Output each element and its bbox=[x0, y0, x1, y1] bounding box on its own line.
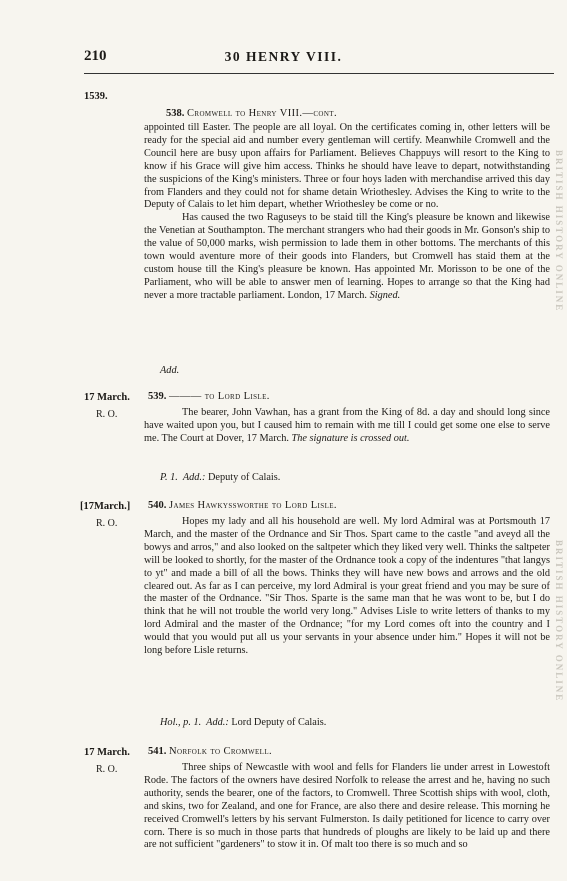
entry-538-signed: Signed. bbox=[369, 289, 401, 301]
entry-538-add: Add. bbox=[160, 365, 180, 376]
watermark-bottom: BRITISH HISTORY ONLINE bbox=[554, 540, 564, 703]
entry-538-para1: appointed till Easter. The people are all loyal. On the certificates coming in, other letters will be ready for the special aid and number every gentleman will certify. Meanwhile Cromwell and the Council here are busy upon affairs for Parliament. Believes Chappuys will resort to the King to know if his Grace will give him access. Thinks he should have leave to depart, notwithstanding the suspicions of the King's ministers. Three or four hoys laden with merchandise arrived this day from Flanders and they could not for shame detain Wriothesley. Advises the King to write to the Deputy of Calais to let him depart, whether Wriothesley be come or no. bbox=[144, 122, 550, 211]
entry-539-pages: P. 1. bbox=[160, 472, 178, 483]
entry-541-number: 541. bbox=[148, 746, 167, 757]
page-header bbox=[0, 48, 567, 68]
entry-538-number: 538. bbox=[166, 108, 185, 119]
entry-538-body bbox=[144, 122, 550, 303]
entry-539-addressee: Deputy of Calais. bbox=[207, 472, 281, 483]
entry-539-title: ——— to Lord Lisle. bbox=[169, 391, 270, 402]
entry-539-date: 17 March. bbox=[84, 392, 130, 403]
entry-538-para2 bbox=[144, 212, 550, 302]
running-title: 30 HENRY VIII. bbox=[224, 49, 343, 64]
entry-541-heading bbox=[148, 746, 272, 757]
entry-539-description bbox=[160, 472, 280, 483]
entry-538-title: Cromwell to Henry VIII.—cont. bbox=[187, 108, 338, 119]
header-rule bbox=[84, 73, 554, 74]
entry-539-text-main: The bearer, John Vawhan, has a grant from the King of 8d. a day and should long since have waited upon you, but I caused him to remain with me till I could get some one else to serve me. The Court at Dover, 17 March. bbox=[144, 407, 550, 444]
entry-541-text: Three ships of Newcastle with wool and fells for Flanders lie under arrest in Lowestoft Rode. The factors of the owners have desired Norfolk to release the arrest and he, having no such authority, sends the bearer, one of the factors, to Cromwell. Three Scottish ships with wool, cloth, and skins, two for Zealand, and one for France, are also there and desire release. This morning he received Cromwell's letters by his servant Fulmerston. Is daily petitioned for licence to carry over corn. There is so much in those parts that hundreds of ploughs are likely to be laid up and there are not sufficient "gardeners" to stow it in. Of malt too there is so much and so bbox=[144, 762, 550, 851]
entry-539-crossed: The signature is crossed out. bbox=[291, 432, 410, 444]
entry-540-heading bbox=[148, 500, 337, 511]
entry-540-body bbox=[144, 516, 550, 658]
watermark-top: BRITISH HISTORY ONLINE bbox=[554, 150, 564, 313]
entry-538-heading bbox=[166, 108, 337, 119]
entry-540-hol: Hol., p. 1. bbox=[160, 717, 202, 728]
entry-540-description bbox=[160, 717, 326, 728]
entry-539-body bbox=[144, 407, 550, 446]
entry-538-para2-text: Has caused the two Raguseys to be staid till the King's pleasure be known and likewise the Venetian at Southampton. The merchant strangers who had their goods in Mr. Gonson's ship to the value of 50,000 marks, wish permission to lade them in other bottoms. The merchants of this town would aventure more of their goods into Flanders, but Cromwell has staid them at the custom house till the King's pleasure be known. Has appointed Mr. Morisson to be one of the Parliament, who will be able to answer men of learning. Hopes to arrange so that the King had never a more tractable parliament. London, 17 March. bbox=[144, 212, 550, 301]
entry-540-text: Hopes my lady and all his household are well. My lord Admiral was at Portsmouth 17 March, and the master of the Ordnance and Sir Thos. Spart came to the castle "and aveyd all the bowys and arros," and also looked on the saltpeter which they liked very well. Thinks the saltpeter will be looked to shortly, for the master of the Ordnance took a copy of the indentures "that langys to yt" and made a bill of all the bows. Thinks they will have new bows and arrows and the old cleared out. As far as I can perceive, my lord Admiral is your great friend and you may be sure of the master of the Ordnance. "Sir Thos. Sparte is the same man that he was wont to be, but I do think that he will not trouble the world very long." Advises Lisle to write letters of thanks to my lord Admiral and the master of the Ordnance; "for my Lord comes oft into the country and I would that you would put all us your servants in your absence under him." Hopes it will not be long before Lisle returns. bbox=[144, 516, 550, 657]
entry-539-number: 539. bbox=[148, 391, 167, 402]
entry-540-title: James Hawkyssworthe to Lord Lisle. bbox=[169, 500, 337, 511]
entry-541-date: 17 March. bbox=[84, 747, 130, 758]
page-number: 210 bbox=[84, 48, 107, 64]
entry-541-title: Norfolk to Cromwell. bbox=[169, 746, 273, 757]
entry-541-body bbox=[144, 762, 550, 852]
entry-540-date: [17March.] bbox=[80, 501, 131, 512]
entry-539-text bbox=[144, 407, 550, 446]
entry-539-heading bbox=[148, 391, 270, 402]
entry-540-addressee: Lord Deputy of Calais. bbox=[231, 717, 327, 728]
entry-539-add: Add.: bbox=[182, 472, 206, 483]
entry-539-source: R. O. bbox=[96, 409, 118, 420]
year-margin: 1539. bbox=[84, 91, 108, 102]
entry-540-add: Add.: bbox=[206, 717, 229, 728]
entry-540-source: R. O. bbox=[96, 518, 118, 529]
entry-541-source: R. O. bbox=[96, 764, 118, 775]
entry-540-number: 540. bbox=[148, 500, 167, 511]
